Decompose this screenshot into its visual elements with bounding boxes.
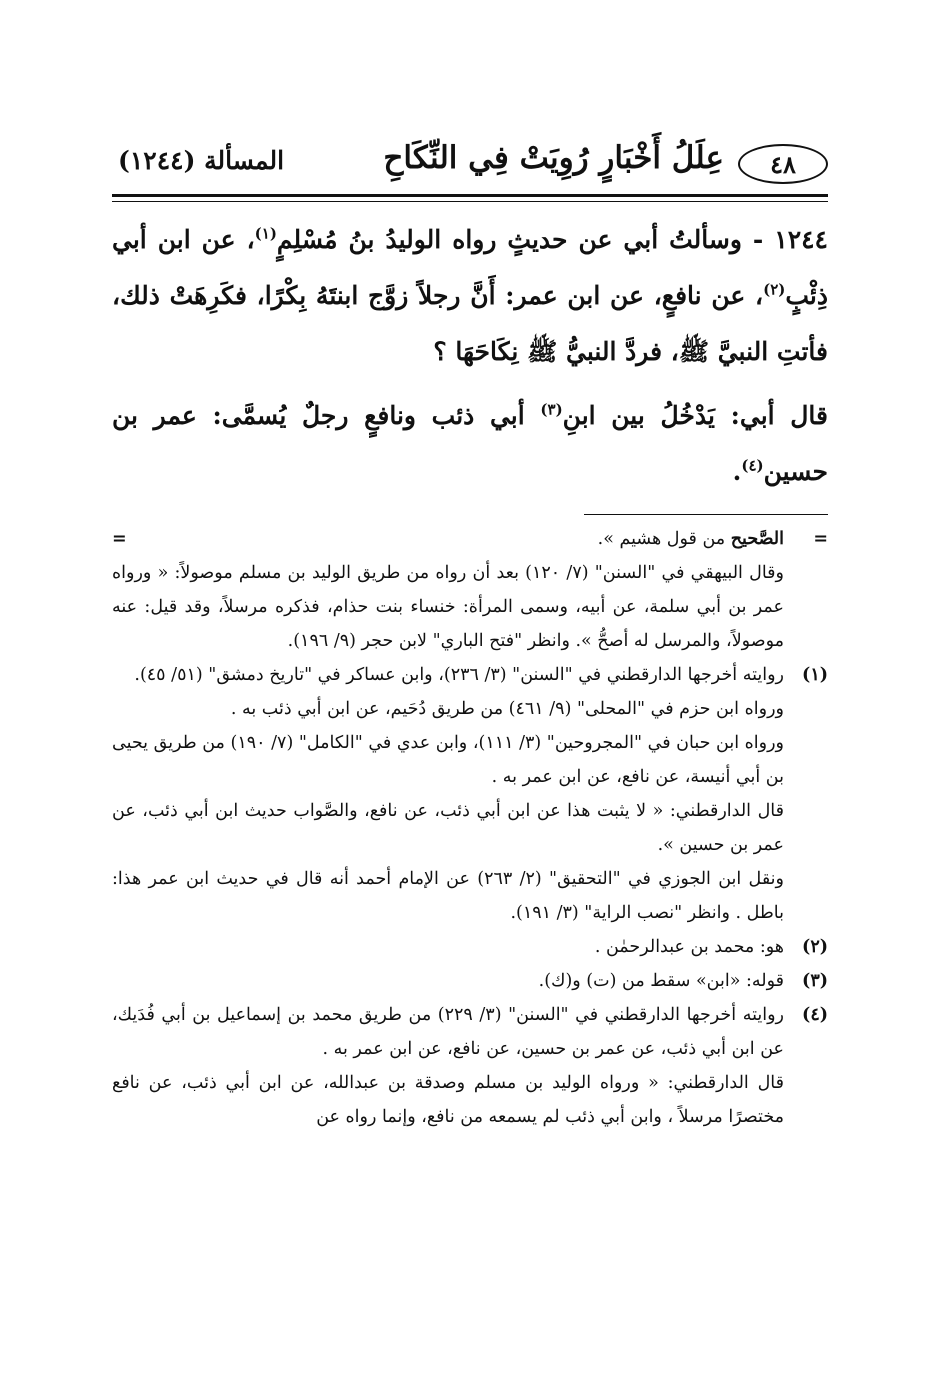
footnote-separator: [584, 514, 828, 515]
question-number: ١٢٤٤: [774, 225, 828, 254]
footnote-3: [112, 964, 828, 998]
question-text-part: ، عن ابن أبي ذِئْبٍ: [112, 225, 828, 310]
footnote-marker: (٤): [802, 1005, 828, 1025]
main-text: [112, 212, 828, 500]
question-text-part: ، عن نافعٍ، عن ابن عمر: أَنَّ رجلاً زوَّج ابنتَهُ بِكْرًا، فكَرِهَتْ ذلك، فأتتِ النبيَّ ﷺ، فردَّ النبيُّ ﷺ نِكَاحَهَا ؟: [112, 281, 828, 366]
footnotes: [112, 522, 828, 1134]
footnote-line: قال الدارقطني: « ورواه الوليد بن مسلم وصدقة بن عبدالله، عن ابن أبي ذئب، عن نافع مختصرًا مرسلاً ، وابن أبي ذئب لم يسمعه من نافع، وإنما رواه عن: [112, 1073, 784, 1127]
footnote-line: وقال البيهقي في "السنن" (٧/ ١٢٠) بعد أن رواه من طريق الوليد بن مسلم موصولاً: « ورواه عمر بن أبي سلمة، عن أبيه، وسمى المرأة: خنساء بنت حذام، فذكره مرسلاً، وقد قيل: عنه موصولاً، والمرسل له أصحُّ ». وانظر "فتح الباري" لابن حجر (٩/ ١٩٦).: [112, 563, 784, 651]
continuation-mark-left: =: [112, 529, 127, 549]
footnote-ref-1[interactable]: (١): [254, 224, 277, 243]
footnote-line: هو: محمد بن عبدالرحمٰن .: [594, 937, 784, 957]
footnote-line: ونقل ابن الجوزي في "التحقيق" (٢/ ٢٦٣) عن الإمام أحمد أنه قال في حديث ابن عمر هذا: باطل . وانظر "نصب الراية" (٣/ ١٩١).: [112, 869, 784, 923]
footnote-line: روايته أخرجها الدارقطني في "السنن" (٣/ ٢٢٩) من طريق محمد بن إسماعيل بن أبي فُدَيك، عن ابن أبي ذئب، عن عمر بن حسين، عن نافع، عن ابن عمر به .: [112, 1005, 784, 1059]
footnote-line: [112, 522, 784, 556]
footnote-marker: (٢): [802, 937, 828, 957]
footnote-ref-2[interactable]: (٢): [763, 280, 786, 299]
question-reference: المسألة (١٢٤٤): [118, 146, 285, 175]
footnote-ref-3[interactable]: (٣): [540, 400, 563, 419]
main-paragraph-question: [112, 212, 828, 380]
page-header: [112, 138, 828, 192]
footnote-4: [112, 998, 828, 1134]
footnote-line: قال الدارقطني: « لا يثبت هذا عن ابن أبي ذئب، عن نافع، والصَّواب حديث ابن أبي ذئب، عن عمر بن حسين ».: [112, 801, 784, 855]
answer-text-part: أبي ذئب ونافعٍ رجلٌ يُسمَّى: عمر بن حسين: [112, 401, 828, 486]
main-paragraph-answer: [112, 388, 828, 500]
book-title: عِلَلُ أَخْبَارٍ رُوِيَتْ فِي النِّكَاحِ: [383, 140, 724, 176]
footnote-2: [112, 930, 828, 964]
continuation-mark: =: [813, 529, 828, 549]
footnote-line: قوله: «ابن» سقط من (ت) و(ك).: [538, 971, 784, 991]
footnote-text: من قول هشيم ».: [597, 529, 731, 549]
header-rule-thin: [112, 201, 828, 202]
footnote-line: روايته أخرجها الدارقطني في "السنن" (٣/ ٢٣٦)، وابن عساكر في "تاريخ دمشق" (٥١/ ٤٥).: [134, 665, 784, 685]
footnote-ref-4[interactable]: (٤): [741, 456, 764, 475]
footnote-bold-word: الصَّحيح: [730, 529, 784, 549]
answer-text-part: قال أبي: يَدْخُلُ بين ابنِ: [562, 401, 828, 430]
footnote-line: ورواه ابن حبان في "المجروحين" (٣/ ١١١)، وابن عدي في "الكامل" (٧/ ١٩٠) من طريق يحيى بن أبي أنيسة، عن نافع، عن ابن عمر به .: [112, 733, 785, 787]
header-rule-thick: [112, 194, 828, 197]
footnote-marker: (١): [802, 665, 828, 685]
page-number: ٤٨: [738, 144, 828, 184]
footnote-marker: (٣): [802, 971, 828, 991]
footnote-1: [112, 658, 828, 930]
footnote-continued: [112, 522, 828, 658]
answer-text-part: .: [732, 457, 742, 486]
question-text-part: - وسألتُ أبي عن حديثٍ رواه الوليدُ بنُ مُسْلِمٍ: [276, 225, 775, 254]
footnote-line: ورواه ابن حزم في "المحلى" (٩/ ٤٦١) من طريق دُحَيم، عن ابن أبي ذئب به .: [230, 699, 784, 719]
